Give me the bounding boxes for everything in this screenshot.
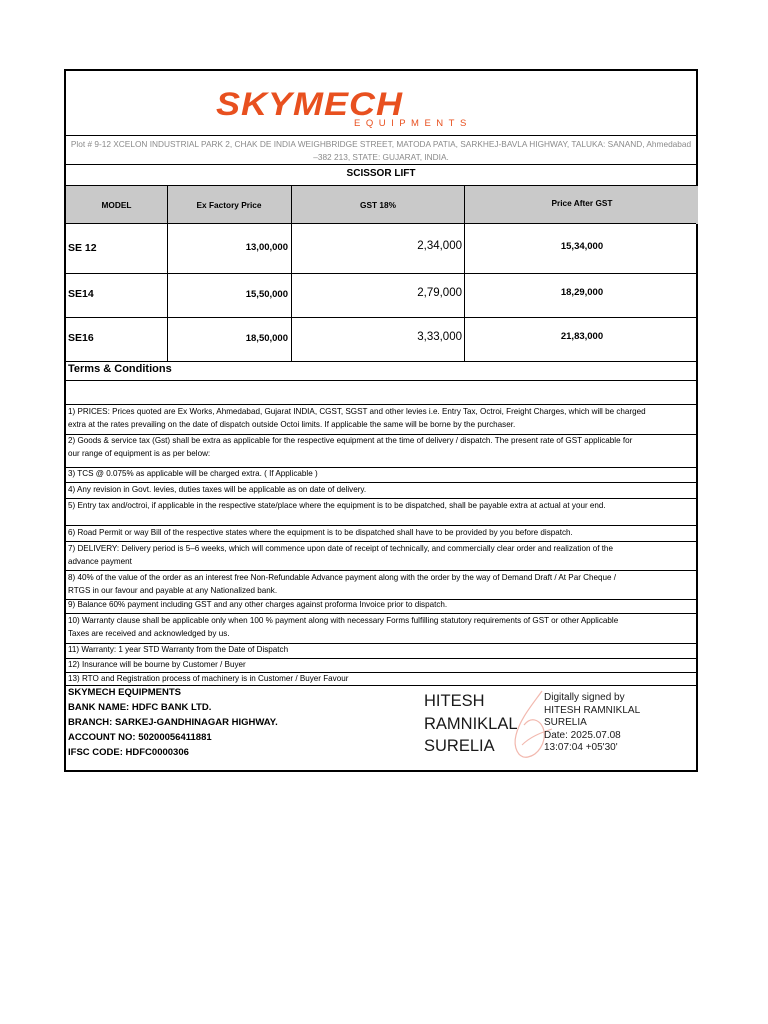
term-line: RTGS in our favour and payable at any Nationalized bank.: [68, 585, 278, 595]
term-line: 3) TCS @ 0.075% as applicable will be charged extra. ( If Applicable ): [68, 469, 318, 478]
signature-name-line: RAMNIKLAL: [424, 714, 518, 733]
row-price-after-gst: 18,29,000: [560, 287, 604, 298]
term-item: [68, 484, 694, 497]
term-line: extra at the rates prevailing on the date of dispatch outside Octoi limits. If applicable the same will be borne by the purchaser.: [68, 419, 516, 429]
divider: [66, 613, 696, 614]
term-line: our range of equipment is as per below:: [68, 448, 211, 458]
row-model: SE14: [68, 288, 94, 300]
bank-ifsc-code: IFSC CODE: HDFC0000306: [68, 747, 189, 758]
row-model: SE 12: [68, 242, 97, 254]
divider: [66, 570, 696, 571]
term-line: 11) Warranty: 1 year STD Warranty from the Date of Dispatch: [68, 645, 289, 654]
divider: [66, 498, 696, 499]
company-logo: [216, 85, 481, 130]
company-address: [66, 138, 696, 164]
row-gst: 2,34,000: [417, 240, 462, 252]
row-price-after-gst: 21,83,000: [560, 331, 604, 342]
column-header-model: MODEL: [101, 200, 132, 210]
term-line: 7) DELIVERY: Delivery period is 5–6 weeks, which will commence upon date of receipt of technically, and commercially clear order and realization of the: [68, 544, 613, 553]
bank-company-name: SKYMECH EQUIPMENTS: [68, 687, 181, 698]
term-line: 6) Road Permit or way Bill of the respective states where the equipment is to be dispatched shall have to be provided by you before dispatch.: [68, 528, 573, 537]
term-line: 4) Any revision in Govt. levies, duties taxes will be applicable as on date of delivery.: [68, 485, 367, 494]
term-item: [68, 659, 694, 672]
row-ex-factory-price: 15,50,000: [245, 289, 288, 300]
row-gst: 3,33,000: [417, 331, 462, 343]
row-ex-factory-price: 18,50,000: [245, 333, 288, 344]
term-line: advance payment: [68, 556, 132, 566]
terms-heading: Terms & Conditions: [68, 363, 172, 375]
signature-name-line: HITESH: [424, 692, 485, 710]
signature-info-line: HITESH RAMNIKLAL: [544, 704, 641, 716]
row-price-after-gst: 15,34,000: [560, 241, 604, 252]
logo-subtext: EQUIPMENTS: [354, 118, 472, 129]
divider: [66, 273, 696, 274]
term-item: [68, 673, 694, 686]
divider: [66, 541, 696, 542]
term-item: [68, 406, 694, 431]
signature-time: 13:07:04 +05'30': [544, 742, 618, 753]
term-line: 2) Goods & service tax (Gst) shall be extra as applicable for the respective equipment at the time of delivery / dispatch. The present rate of GST applicable for: [68, 436, 633, 445]
divider: [66, 404, 696, 405]
term-item: [68, 572, 694, 597]
divider: [66, 361, 696, 362]
signature-name-line: SURELIA: [424, 737, 495, 755]
term-item: [68, 527, 694, 540]
product-title: SCISSOR LIFT: [346, 168, 416, 179]
divider: [66, 525, 696, 526]
bank-details: [68, 685, 278, 760]
bank-account-number: ACCOUNT NO: 50200056411881: [68, 732, 212, 743]
signature-info-line: SURELIA: [544, 717, 587, 728]
term-item: [68, 644, 694, 657]
divider: [66, 482, 696, 483]
row-gst: 2,79,000: [417, 287, 462, 299]
term-line: 13) RTO and Registration process of machinery is in Customer / Buyer Favour: [68, 674, 349, 683]
divider: [66, 380, 696, 381]
term-line: 5) Entry tax and/octroi, if applicable in the respective state/place where the equipment is to be dispatched, shall be payable extra at actual at your end.: [68, 501, 606, 510]
term-line: 9) Balance 60% payment including GST and any other charges against proforma Invoice prior to dispatch.: [68, 600, 448, 609]
term-item: [68, 543, 694, 568]
quotation-sheet: [64, 69, 698, 772]
term-item: [68, 599, 694, 612]
bank-name: BANK NAME: HDFC BANK LTD.: [68, 702, 212, 713]
column-header-ex-factory: Ex Factory Price: [196, 200, 262, 210]
column-header-price-after-gst: Price After GST: [551, 198, 613, 208]
divider: [66, 317, 696, 318]
term-line: 1) PRICES: Prices quoted are Ex Works, Ahmedabad, Gujarat INDIA, CGST, SGST and other levies i.e. Entry Tax, Octroi, Freight Charges, which will be charged: [68, 407, 646, 416]
signature-date: Date: 2025.07.08: [544, 729, 621, 741]
term-item: [68, 468, 694, 481]
row-ex-factory-price: 13,00,000: [245, 242, 288, 253]
term-line: 8) 40% of the value of the order as an interest free Non-Refundable Advance payment along with the order by the way of Demand Draft / At Par Cheque /: [68, 573, 616, 582]
signature-details: [544, 692, 640, 755]
divider: [66, 135, 696, 136]
signature-name: [424, 690, 518, 758]
term-line: Taxes are received and acknowledged by us.: [68, 628, 230, 638]
term-item: [68, 500, 694, 513]
address-line-2: –382 213, STATE: GUJARAT, INDIA.: [313, 152, 449, 162]
term-line: 12) Insurance will be bourne by Customer / Buyer: [68, 660, 246, 669]
signature-info-line: Digitally signed by: [544, 692, 625, 703]
column-header-gst: GST 18%: [360, 200, 396, 210]
address-line-1: Plot # 9-12 XCELON INDUSTRIAL PARK 2, CHAK DE INDIA WEIGHBRIDGE STREET, MATODA PATIA, SARKHEJ-BAVLA HIGHWAY, TALUKA: SANAND, Ahmedabad: [70, 139, 692, 149]
divider: [66, 223, 696, 224]
logo-wordmark: SKYMECH: [216, 85, 404, 123]
row-model: SE16: [68, 332, 94, 344]
term-item: [68, 615, 694, 640]
bank-branch: BRANCH: SARKEJ-GANDHINAGAR HIGHWAY.: [68, 717, 278, 728]
term-item: [68, 435, 694, 460]
term-line: 10) Warranty clause shall be applicable only when 100 % payment along with necessary Forms fulfilling statutory requirements of GST or other Applicable: [68, 616, 619, 625]
